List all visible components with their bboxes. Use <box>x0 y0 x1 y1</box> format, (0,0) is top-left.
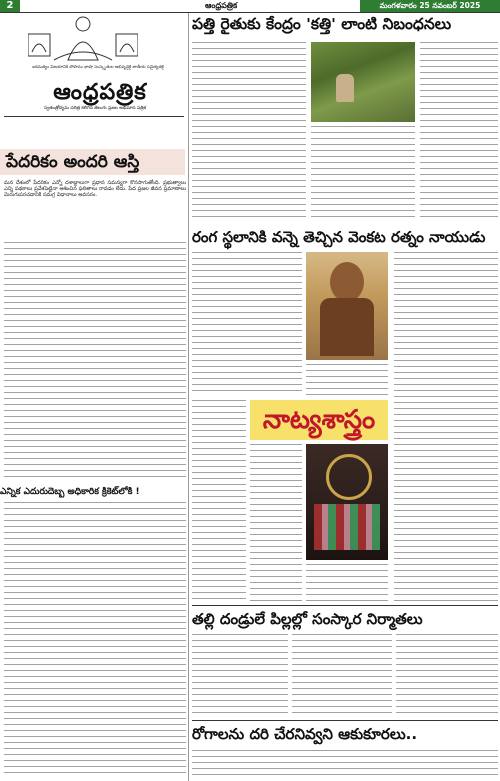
editorial-text-block <box>4 242 186 482</box>
lead-text-col1 <box>192 42 306 222</box>
story3-text-col2 <box>292 634 392 718</box>
lead-text-col2 <box>311 126 415 222</box>
sub-story-text-block <box>4 502 186 776</box>
divider <box>192 605 498 606</box>
paper-name: ఆంధ్రపత్రిక <box>53 80 147 105</box>
cotton-farm-photo <box>311 42 415 122</box>
story4-headline: రోగాలను దరి చేరనివ్వని ఆకుకూరలు.. <box>192 725 418 743</box>
story3-text-col1 <box>192 634 288 718</box>
lead-text-col3 <box>420 42 498 222</box>
story2-text-col2 <box>306 364 388 398</box>
story2-text-col3 <box>394 252 498 602</box>
lead-headline: పత్తి రైతుకు కేంద్రం 'కత్తి' లాంటి నిబంధనలు <box>192 15 452 33</box>
editorial-title: పేదరికం అందరి ఆస్తి <box>0 149 185 175</box>
divider <box>4 116 184 117</box>
page-number: 2 <box>0 0 20 12</box>
story3-text-col3 <box>396 634 498 718</box>
masthead-subtext: ఐకమత్యం విజయానికి సోపానం భాషా సంస్కృతుల అభివృద్ధికై జాతీయ సమైక్యతకై <box>32 64 164 69</box>
feature-text-col3 <box>306 564 388 604</box>
story2-text-col1 <box>192 252 302 396</box>
divider <box>192 720 498 721</box>
actor-photo <box>306 252 388 360</box>
story3-headline: తల్లి దండ్రులే పిల్లల్లో సంస్కార నిర్మాతలు <box>192 610 423 628</box>
goddess-emblem-icon <box>28 14 138 62</box>
masthead-tagline: స్వతంత్రోద్యమ చరిత్ర కలిగిన తెలుగు ప్రజల అభిమాన పత్రిక <box>43 106 147 111</box>
column-divider <box>188 13 189 781</box>
feature-text-col1 <box>192 400 246 604</box>
story2-headline: రంగ స్థలానికి వన్నె తెచ్చిన వెంకట రత్నం నాయుడు <box>192 228 486 246</box>
feature-text-col2 <box>250 444 302 604</box>
story4-text-block <box>192 750 498 778</box>
date-line: మంగళవారం 25 నవంబర్ 2025 <box>360 0 500 12</box>
sub-headline: ఎన్నిక ఎదురుదెబ్బ అధికారిక క్రికెట్‌లోకి ! <box>0 487 140 497</box>
editorial-body: మన దేశంలో పేదరికం ఎన్నో దశాబ్దాలుగా ప్రధాన సమస్యగా కొనసాగుతోంది. ప్రభుత్వాలు ఎన్ని పథకాలు ప్రవేశపెట్టినా ఆశించిన ఫలితాలు రావడం లేదు. పేద ప్రజల జీవన ప్రమాణాలు మెరుగుపరచడానికి సమగ్ర విధానాలు అవసరం. <box>4 180 186 199</box>
masthead-small: ఆంధ్రపత్రిక <box>205 1 238 10</box>
dance-photo <box>306 444 388 560</box>
feature-title: నాట్యశాస్త్రం <box>262 405 376 435</box>
